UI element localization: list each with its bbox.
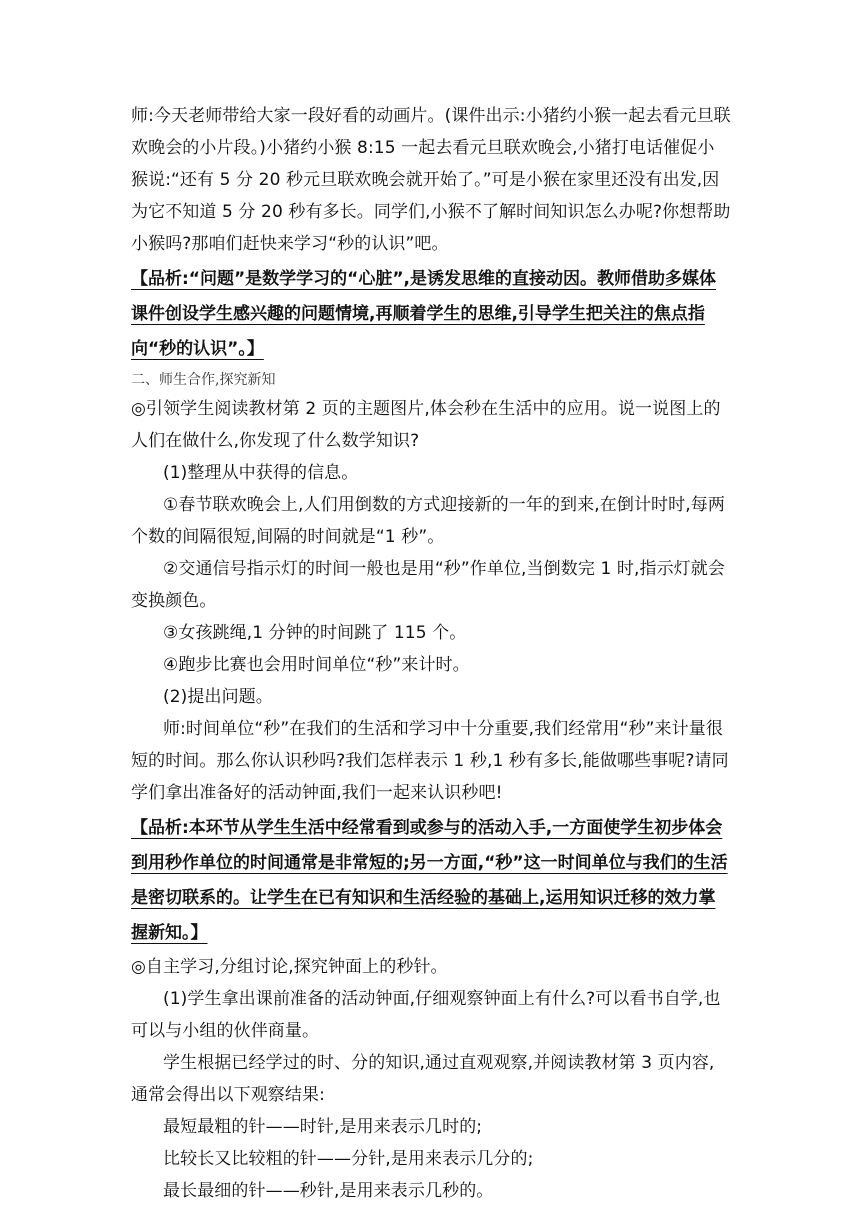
guide-paragraph-2: ◎自主学习,分组讨论,探究钟面上的秒针。 [131,957,448,977]
commentary-note-1 [131,262,731,367]
teacher-paragraph-2: 师:时间单位“秒”在我们的生活和学习中十分重要,我们经常用“秒”来计量很短的时间。那么你认识秒吗?我们怎样表示 1 秒,1 秒有多长,能做哪些事呢?请同学们拿出准备好的活动钟面,我们一起来认识秒吧! [131,719,729,803]
commentary-note-2 [131,811,731,951]
observation-paragraph: 学生根据已经学过的时、分的知识,通过直观观察,并阅读教材第 3 页内容,通常会得出以下观察结果: [131,1053,715,1105]
info-item-4: ④跑步比赛也会用时间单位“秒”来计时。 [163,655,470,675]
minute-hand-line: 比较长又比较粗的针——分针,是用来表示几分的; [163,1149,534,1169]
commentary-note-1-text: 【品析:“问题”是数学学习的“心脏”,是诱发思维的直接动因。教师借助多媒体课件创设学生感兴趣的问题情境,再顺着学生的思维,引导学生把关注的焦点指向“秒的认识”。】 [131,269,716,359]
intro-paragraph: 师:今天老师带给大家一段好看的动画片。(课件出示:小猪约小猴一起去看元旦联欢晚会的小片段。)小猪约小猴 8:15 一起去看元旦联欢晚会,小猪打电话催促小猴说:“还有 5 分 20 秒元旦联欢晚会就开始了。”可是小猴在家里还没有出发,因为它不知道 5 分 20 秒有多长。同学们,小猴不了解时间知识怎么办呢?你想帮助小猴吗?那咱们赶快来学习“秒的认识”吧。 [131,106,731,254]
info-item-2: ②交通信号指示灯的时间一般也是用“秒”作单位,当倒数完 1 时,指示灯就会变换颜色。 [131,559,725,611]
step-3: (1)学生拿出课前准备的活动钟面,仔细观察钟面上有什么?可以看书自学,也可以与小组的伙伴商量。 [131,989,721,1041]
info-item-3: ③女孩跳绳,1 分钟的时间跳了 115 个。 [163,623,467,643]
guide-paragraph-1: ◎引领学生阅读教材第 2 页的主题图片,体会秒在生活中的应用。说一说图上的人们在做什么,你发现了什么数学知识? [131,399,721,451]
hour-hand-line: 最短最粗的针——时针,是用来表示几时的; [163,1117,483,1137]
commentary-note-2-text: 【品析:本环节从学生生活中经常看到或参与的活动入手,一方面使学生初步体会到用秒作单位的时间通常是非常短的;另一方面,“秒”这一时间单位与我们的生活是密切联系的。让学生在已有知识和生活经验的基础上,运用知识迁移的效力掌握新知。】 [131,818,728,943]
document-body [131,100,731,1207]
step-1: (1)整理从中获得的信息。 [163,463,359,483]
section-heading: 二、师生合作,探究新知 [131,372,276,388]
step-2: (2)提出问题。 [163,687,273,707]
second-hand-line: 最长最细的针——秒针,是用来表示几秒的。 [163,1181,494,1201]
info-item-1: ①春节联欢晚会上,人们用倒数的方式迎接新的一年的到来,在倒计时时,每两个数的间隔很短,间隔的时间就是“1 秒”。 [131,495,725,547]
